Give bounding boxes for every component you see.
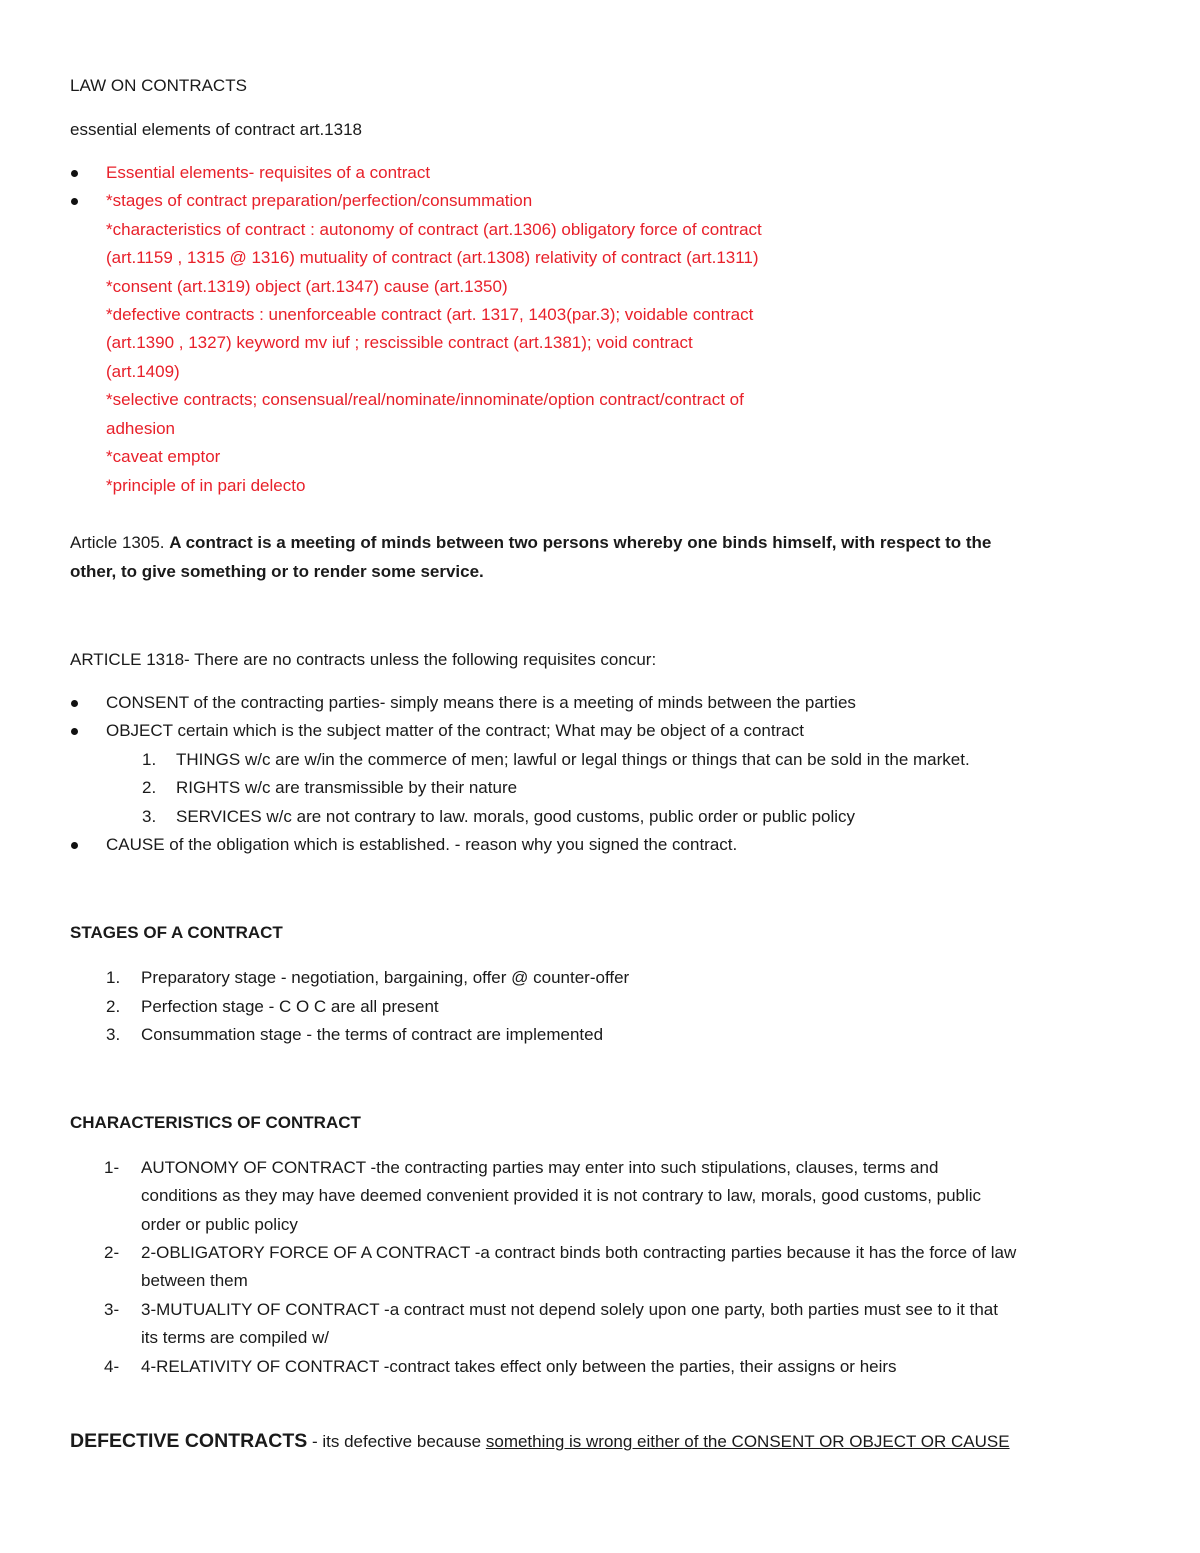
article-1318-heading: ARTICLE 1318- There are no contracts unless the following requisites concur: bbox=[70, 650, 657, 669]
characteristic-text: conditions as they may have deemed convenient provided it is not contrary to law, morals, good customs, public bbox=[141, 1186, 982, 1205]
red-line: *characteristics of contract : autonomy of contract (art.1306) obligatory force of contract bbox=[106, 220, 762, 239]
list-number: 1. bbox=[142, 750, 157, 769]
bullet-icon bbox=[71, 728, 78, 735]
characteristic-text: AUTONOMY OF CONTRACT -the contracting parties may enter into such stipulations, clauses, terms and bbox=[141, 1158, 939, 1177]
red-line: *caveat emptor bbox=[106, 447, 221, 466]
red-line: (art.1159 , 1315 @ 1316) mutuality of contract (art.1308) relativity of contract (art.1311) bbox=[106, 248, 759, 267]
bullet-icon bbox=[71, 700, 78, 707]
stage-item: Preparatory stage - negotiation, bargaining, offer @ counter-offer bbox=[141, 968, 630, 987]
characteristic-text: its terms are compiled w/ bbox=[141, 1328, 329, 1347]
red-line: *consent (art.1319) object (art.1347) cause (art.1350) bbox=[106, 277, 508, 296]
object-item-services: SERVICES w/c are not contrary to law. morals, good customs, public order or public policy bbox=[176, 807, 856, 826]
red-bullet-2: *stages of contract preparation/perfection/consummation bbox=[106, 191, 533, 210]
characteristic-text: between them bbox=[141, 1271, 248, 1290]
object-item-things: THINGS w/c are w/in the commerce of men; lawful or legal things or things that can be sold in the market. bbox=[176, 750, 970, 769]
list-number: 3. bbox=[142, 807, 157, 826]
defective-contracts-heading: DEFECTIVE CONTRACTS bbox=[70, 1430, 308, 1452]
defective-contracts-underlined: something is wrong either of the CONSENT OR OBJECT OR CAUSE bbox=[485, 1432, 1010, 1451]
document-title: LAW ON CONTRACTS bbox=[70, 76, 247, 95]
stage-item: Consummation stage - the terms of contract are implemented bbox=[141, 1025, 604, 1044]
list-number: 2- bbox=[104, 1243, 120, 1262]
characteristic-text: 3-MUTUALITY OF CONTRACT -a contract must not depend solely upon one party, both parties must see to it that bbox=[141, 1300, 998, 1319]
stage-item: Perfection stage - C O C are all present bbox=[141, 997, 439, 1016]
list-number: 1. bbox=[106, 968, 121, 987]
stages-heading: STAGES OF A CONTRACT bbox=[70, 923, 283, 942]
list-number: 3. bbox=[106, 1025, 121, 1044]
defective-contracts-middle: - its defective because bbox=[307, 1432, 486, 1451]
red-line: adhesion bbox=[106, 419, 176, 438]
list-number: 3- bbox=[104, 1300, 120, 1319]
document-subtitle: essential elements of contract art.1318 bbox=[70, 120, 362, 139]
red-bullet-1: Essential elements- requisites of a contract bbox=[106, 163, 431, 182]
requisite-consent: CONSENT of the contracting parties- simply means there is a meeting of minds between the parties bbox=[106, 693, 856, 712]
characteristics-heading: CHARACTERISTICS OF CONTRACT bbox=[70, 1113, 361, 1132]
list-number: 4- bbox=[104, 1357, 120, 1376]
list-number: 1- bbox=[104, 1158, 120, 1177]
requisite-object: OBJECT certain which is the subject matter of the contract; What may be object of a contract bbox=[106, 721, 804, 740]
characteristic-text: order or public policy bbox=[141, 1215, 298, 1234]
article-1305-line-2: other, to give something or to render some service. bbox=[70, 562, 484, 581]
red-line: *selective contracts; consensual/real/nominate/innominate/option contract/contract of bbox=[106, 390, 744, 409]
bullet-icon bbox=[71, 198, 78, 205]
bullet-icon bbox=[71, 170, 78, 177]
bullet-icon bbox=[71, 842, 78, 849]
article-1305-line-1 bbox=[70, 532, 991, 554]
list-number: 2. bbox=[106, 997, 121, 1016]
list-number: 2. bbox=[142, 778, 157, 797]
characteristic-text: 2-OBLIGATORY FORCE OF A CONTRACT -a contract binds both contracting parties because it has the force of law bbox=[141, 1243, 1017, 1262]
red-line: (art.1390 , 1327) keyword mv iuf ; rescissible contract (art.1381); void contract bbox=[106, 333, 693, 352]
requisite-cause: CAUSE of the obligation which is established. - reason why you signed the contract. bbox=[106, 835, 738, 854]
article-1305-prefix: Article 1305. bbox=[70, 533, 170, 552]
red-line: *principle of in pari delecto bbox=[106, 476, 306, 495]
red-line: *defective contracts : unenforceable contract (art. 1317, 1403(par.3); voidable contract bbox=[106, 305, 754, 324]
red-line: (art.1409) bbox=[106, 362, 180, 381]
object-item-rights: RIGHTS w/c are transmissible by their nature bbox=[176, 778, 518, 797]
characteristic-text: 4-RELATIVITY OF CONTRACT -contract takes effect only between the parties, their assigns or heirs bbox=[141, 1357, 897, 1376]
defective-contracts-line bbox=[70, 1428, 1010, 1454]
article-1305-text: A contract is a meeting of minds between two persons whereby one binds himself, with respect to the bbox=[169, 533, 992, 552]
